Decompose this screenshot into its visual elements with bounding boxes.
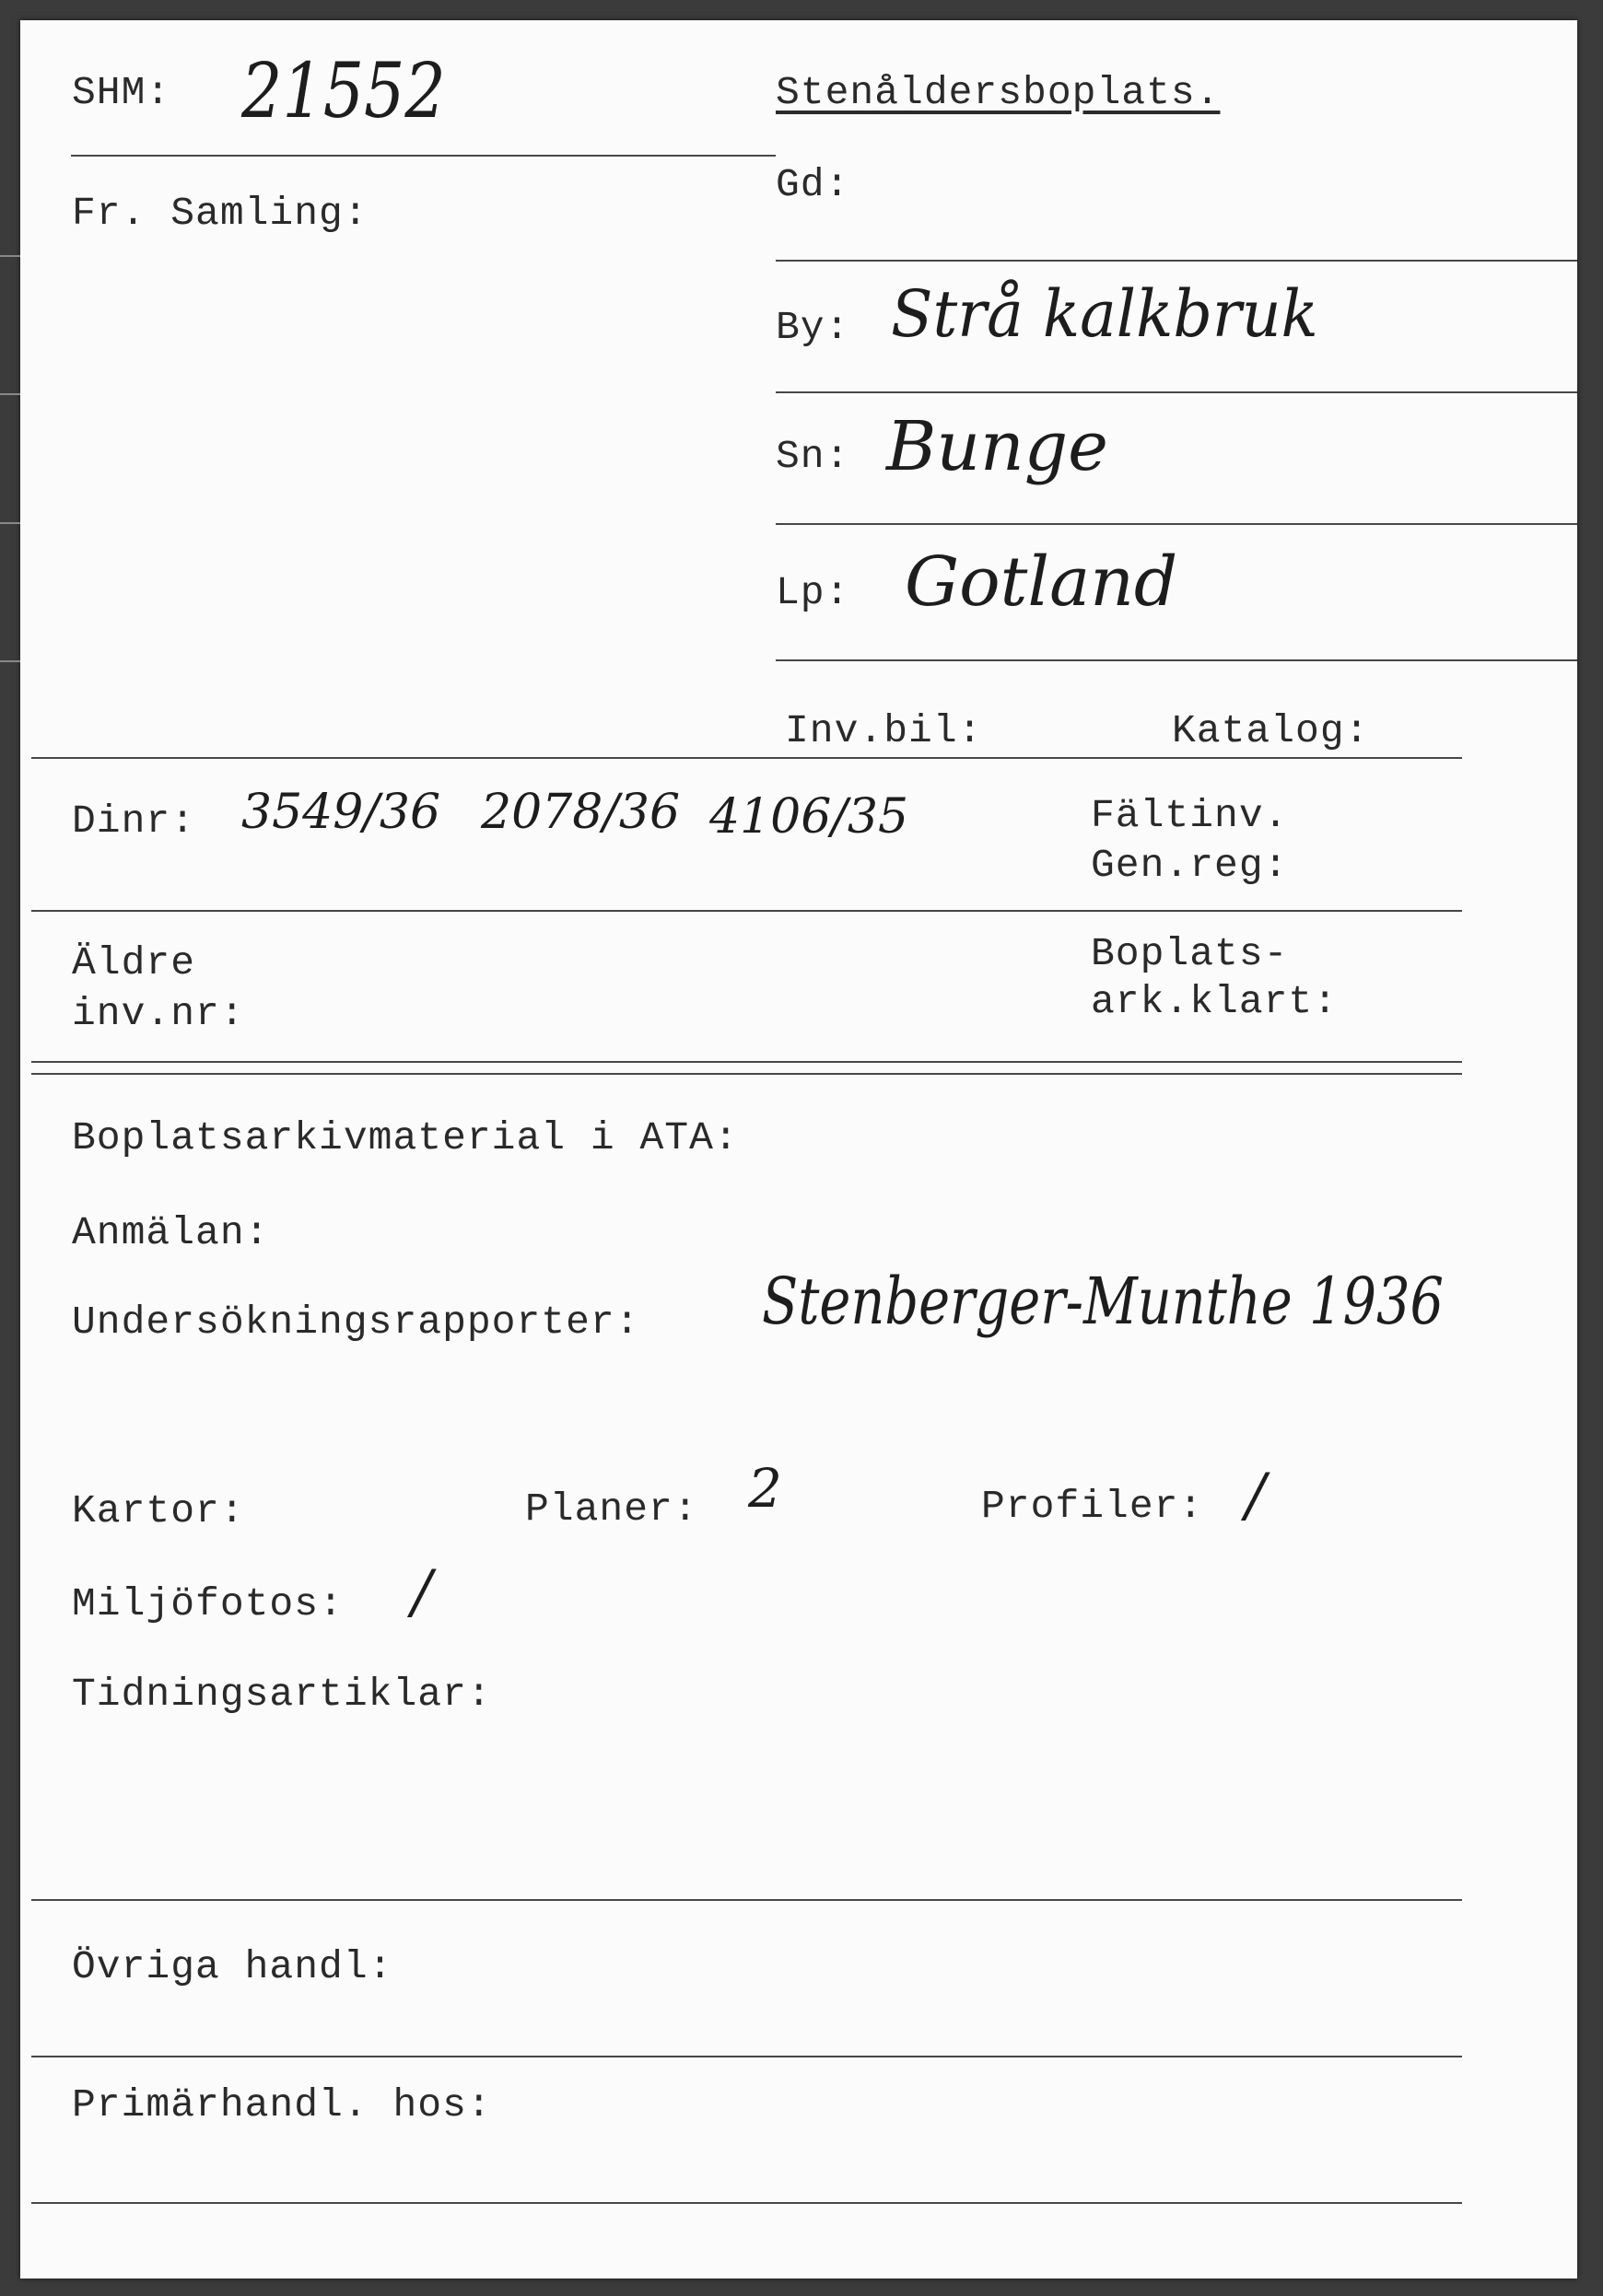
profiler-value: / — [1246, 1462, 1266, 1530]
profiler-label: Profiler: — [981, 1484, 1204, 1529]
aldre-label: Äldre — [72, 940, 196, 985]
rule — [31, 757, 1462, 759]
rule — [776, 260, 1577, 262]
edge-mark — [0, 393, 20, 395]
archive-card — [20, 20, 1577, 2279]
miljofotos-value: / — [412, 1558, 432, 1626]
undersokning-value: Stenberger-Munthe 1936 — [762, 1264, 1445, 1339]
dinr-value-2: 2078/36 — [481, 785, 681, 840]
gen-reg-label: Gen.reg: — [1091, 843, 1289, 888]
by-value: Strå kalkbruk — [891, 276, 1318, 352]
card-title: Stenåldersboplats. — [776, 70, 1221, 115]
rule — [776, 391, 1577, 393]
dinr-label: Dinr: — [72, 798, 196, 844]
edge-mark — [0, 522, 20, 524]
shm-label: SHM: — [72, 70, 171, 115]
tidningsartiklar-label: Tidningsartiklar: — [72, 1672, 492, 1717]
gd-label: Gd: — [776, 162, 850, 207]
undersokning-label: Undersökningsrapporter: — [72, 1300, 640, 1345]
archive-heading: Boplatsarkivmaterial i ATA: — [72, 1115, 739, 1160]
inv-nr-label: inv.nr: — [72, 991, 245, 1036]
dinr-value-1: 3549/36 — [241, 785, 441, 840]
faltinv-label: Fältinv. — [1091, 793, 1289, 838]
rule — [776, 523, 1577, 525]
rule — [31, 1061, 1462, 1063]
dinr-value-3: 4106/35 — [709, 789, 909, 845]
ovriga-label: Övriga handl: — [72, 1944, 393, 1989]
inv-bil-label: Inv.bil: — [785, 708, 983, 753]
ark-klart-label: ark.klart: — [1091, 979, 1339, 1024]
rule — [776, 659, 1577, 661]
edge-mark — [0, 255, 20, 257]
katalog-label: Katalog: — [1172, 708, 1370, 753]
shm-number: 21552 — [241, 48, 446, 135]
anmalan-label: Anmälan: — [72, 1210, 270, 1255]
rule — [31, 2056, 1462, 2057]
rule — [31, 1073, 1462, 1075]
boplats-label: Boplats- — [1091, 931, 1289, 976]
rule — [31, 2202, 1462, 2204]
sn-value: Bunge — [886, 407, 1108, 486]
edge-mark — [0, 660, 20, 662]
planer-value: 2 — [748, 1457, 782, 1520]
rule — [31, 910, 1462, 912]
primarhandl-label: Primärhandl. hos: — [72, 2082, 492, 2127]
lp-value: Gotland — [905, 542, 1178, 622]
kartor-label: Kartor: — [72, 1488, 245, 1533]
miljofotos-label: Miljöfotos: — [72, 1581, 344, 1626]
lp-label: Lp: — [776, 570, 850, 615]
fr-samling-label: Fr. Samling: — [72, 191, 369, 236]
planer-label: Planer: — [525, 1486, 698, 1532]
sn-label: Sn: — [776, 434, 850, 479]
rule — [71, 155, 776, 157]
by-label: By: — [776, 305, 850, 350]
rule — [31, 1899, 1462, 1901]
